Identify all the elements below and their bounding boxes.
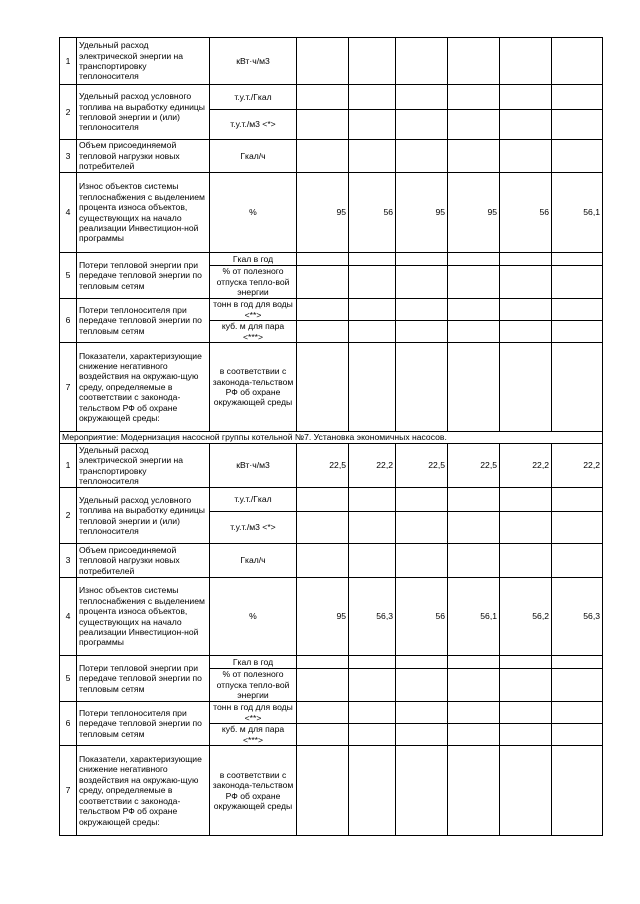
unit-cell: т.у.т./м3 <*>	[210, 110, 297, 140]
value-cell	[500, 110, 552, 140]
value-cell	[396, 266, 448, 299]
unit-cell: тонн в год для воды <**>	[210, 702, 297, 724]
value-cell: 95	[297, 173, 349, 253]
indicator-name: Объем присоединяемой тепловой нагрузки новых потребителей	[77, 544, 210, 578]
value-cell	[448, 544, 500, 578]
value-cell	[349, 724, 396, 746]
table-row	[60, 656, 603, 669]
value-cell	[448, 85, 500, 110]
value-cell	[448, 253, 500, 266]
value-cell	[396, 38, 448, 85]
value-cell	[349, 702, 396, 724]
indicator-name: Потери теплоносителя при передаче тепловой энергии по тепловым сетям	[77, 299, 210, 343]
value-cell	[500, 724, 552, 746]
indicator-name: Удельный расход условного топлива на выработку единицы тепловой энергии и (или) теплоносителя	[77, 488, 210, 544]
value-cell	[396, 85, 448, 110]
value-cell	[552, 724, 603, 746]
value-cell	[552, 702, 603, 724]
table-row	[60, 544, 603, 578]
unit-cell: куб. м для пара <***>	[210, 724, 297, 746]
row-number: 6	[60, 702, 77, 746]
value-cell	[297, 488, 349, 512]
value-cell	[448, 746, 500, 836]
value-cell	[396, 321, 448, 343]
unit-cell: т.у.т./Гкал	[210, 85, 297, 110]
value-cell	[552, 38, 603, 85]
row-number: 2	[60, 488, 77, 544]
value-cell	[552, 669, 603, 702]
unit-cell: т.у.т./м3 <*>	[210, 512, 297, 544]
table-row	[60, 173, 603, 253]
value-cell	[396, 488, 448, 512]
value-cell: 56,1	[448, 578, 500, 656]
value-cell	[349, 253, 396, 266]
value-cell: 56,3	[349, 578, 396, 656]
indicator-name: Показатели, характеризующие снижение негативного воздействия на окружаю-щую среду, определяемые в соответствии с законода-тельством РФ об охране окружающей среды:	[77, 746, 210, 836]
measure-row	[60, 432, 603, 444]
value-cell	[297, 724, 349, 746]
value-cell: 22,2	[552, 444, 603, 488]
value-cell	[297, 343, 349, 432]
value-cell: 22,5	[297, 444, 349, 488]
table-row	[60, 38, 603, 85]
value-cell	[349, 38, 396, 85]
value-cell	[396, 544, 448, 578]
value-cell	[500, 656, 552, 669]
value-cell	[349, 746, 396, 836]
value-cell: 95	[396, 173, 448, 253]
value-cell	[396, 110, 448, 140]
value-cell	[297, 702, 349, 724]
table-row	[60, 253, 603, 266]
indicator-name: Потери тепловой энергии при передаче тепловой энергии по тепловым сетям	[77, 253, 210, 299]
value-cell	[448, 140, 500, 173]
value-cell	[297, 266, 349, 299]
value-cell: 56,2	[500, 578, 552, 656]
value-cell	[297, 669, 349, 702]
value-cell	[297, 38, 349, 85]
row-number: 4	[60, 173, 77, 253]
value-cell: 56,3	[552, 578, 603, 656]
value-cell	[349, 656, 396, 669]
value-cell	[297, 512, 349, 544]
value-cell	[500, 140, 552, 173]
value-cell	[448, 724, 500, 746]
value-cell	[297, 299, 349, 321]
value-cell	[500, 512, 552, 544]
value-cell: 95	[297, 578, 349, 656]
indicator-name: Удельный расход электрической энергии на транспортировку теплоносителя	[77, 444, 210, 488]
value-cell	[349, 266, 396, 299]
unit-cell: Гкал в год	[210, 656, 297, 669]
value-cell: 22,5	[396, 444, 448, 488]
value-cell	[552, 85, 603, 110]
indicator-name: Износ объектов системы теплоснабжения с выделением процента износа объектов, существующих на начало реализации Инвестицион-ной программы	[77, 578, 210, 656]
value-cell: 95	[448, 173, 500, 253]
value-cell	[500, 702, 552, 724]
value-cell	[396, 253, 448, 266]
value-cell	[552, 488, 603, 512]
measure-title: Мероприятие: Модернизация насосной группы котельной №7. Установка экономичных насосов.	[60, 432, 603, 444]
value-cell	[297, 253, 349, 266]
unit-cell: Гкал в год	[210, 253, 297, 266]
value-cell	[500, 321, 552, 343]
value-cell	[396, 299, 448, 321]
unit-cell: % от полезного отпуска тепло-вой энергии	[210, 266, 297, 299]
table-row	[60, 488, 603, 512]
table-row	[60, 140, 603, 173]
value-cell	[297, 110, 349, 140]
value-cell	[448, 512, 500, 544]
value-cell	[396, 724, 448, 746]
value-cell	[500, 299, 552, 321]
value-cell	[552, 656, 603, 669]
value-cell	[349, 512, 396, 544]
value-cell	[500, 85, 552, 110]
value-cell	[500, 38, 552, 85]
indicators-table	[59, 37, 603, 836]
value-cell	[500, 343, 552, 432]
row-number: 6	[60, 299, 77, 343]
table-row	[60, 343, 603, 432]
indicator-name: Удельный расход электрической энергии на транспортировку теплоносителя	[77, 38, 210, 85]
value-cell	[500, 746, 552, 836]
table-row	[60, 578, 603, 656]
unit-cell: Гкал/ч	[210, 544, 297, 578]
value-cell	[448, 266, 500, 299]
value-cell	[349, 110, 396, 140]
row-number: 5	[60, 656, 77, 702]
value-cell	[500, 266, 552, 299]
value-cell	[349, 488, 396, 512]
value-cell: 56	[396, 578, 448, 656]
value-cell	[552, 343, 603, 432]
value-cell	[396, 669, 448, 702]
table-row	[60, 746, 603, 836]
indicator-name: Потери теплоносителя при передаче тепловой энергии по тепловым сетям	[77, 702, 210, 746]
value-cell	[297, 656, 349, 669]
value-cell: 22,5	[448, 444, 500, 488]
row-number: 3	[60, 140, 77, 173]
value-cell	[396, 746, 448, 836]
indicator-name: Износ объектов системы теплоснабжения с выделением процента износа объектов, существующих на начало реализации Инвестицион-ной программы	[77, 173, 210, 253]
value-cell	[448, 321, 500, 343]
row-number: 4	[60, 578, 77, 656]
value-cell	[552, 299, 603, 321]
value-cell	[349, 299, 396, 321]
value-cell	[552, 266, 603, 299]
value-cell	[448, 702, 500, 724]
value-cell	[297, 85, 349, 110]
value-cell	[448, 669, 500, 702]
table-row	[60, 85, 603, 110]
value-cell	[396, 343, 448, 432]
value-cell	[448, 110, 500, 140]
value-cell	[448, 38, 500, 85]
value-cell	[448, 488, 500, 512]
value-cell	[552, 512, 603, 544]
value-cell	[349, 544, 396, 578]
value-cell	[552, 321, 603, 343]
row-number: 2	[60, 85, 77, 140]
value-cell	[297, 140, 349, 173]
value-cell	[297, 544, 349, 578]
value-cell: 56	[349, 173, 396, 253]
value-cell	[500, 544, 552, 578]
row-number: 7	[60, 343, 77, 432]
value-cell	[349, 85, 396, 110]
value-cell	[349, 343, 396, 432]
row-number: 7	[60, 746, 77, 836]
row-number: 3	[60, 544, 77, 578]
value-cell	[448, 343, 500, 432]
value-cell	[552, 140, 603, 173]
value-cell	[448, 656, 500, 669]
value-cell	[297, 746, 349, 836]
value-cell	[396, 656, 448, 669]
table-row	[60, 702, 603, 724]
unit-cell: %	[210, 578, 297, 656]
value-cell	[552, 746, 603, 836]
table-row	[60, 299, 603, 321]
value-cell	[349, 669, 396, 702]
indicator-name: Объем присоединяемой тепловой нагрузки новых потребителей	[77, 140, 210, 173]
value-cell: 22,2	[500, 444, 552, 488]
value-cell	[500, 488, 552, 512]
value-cell	[349, 140, 396, 173]
unit-cell: в соответствии с законода-тельством РФ об охране окружающей среды	[210, 746, 297, 836]
unit-cell: т.у.т./Гкал	[210, 488, 297, 512]
value-cell: 56,1	[552, 173, 603, 253]
value-cell: 56	[500, 173, 552, 253]
row-number: 1	[60, 38, 77, 85]
unit-cell: кВт·ч/м3	[210, 38, 297, 85]
unit-cell: % от полезного отпуска тепло-вой энергии	[210, 669, 297, 702]
value-cell	[448, 299, 500, 321]
row-number: 1	[60, 444, 77, 488]
indicator-name: Удельный расход условного топлива на выработку единицы тепловой энергии и (или) теплоносителя	[77, 85, 210, 140]
unit-cell: Гкал/ч	[210, 140, 297, 173]
value-cell	[500, 669, 552, 702]
value-cell	[396, 702, 448, 724]
indicator-name: Потери тепловой энергии при передаче тепловой энергии по тепловым сетям	[77, 656, 210, 702]
unit-cell: кВт·ч/м3	[210, 444, 297, 488]
value-cell: 22,2	[349, 444, 396, 488]
value-cell	[396, 140, 448, 173]
value-cell	[552, 110, 603, 140]
value-cell	[396, 512, 448, 544]
table-row	[60, 444, 603, 488]
value-cell	[552, 544, 603, 578]
unit-cell: %	[210, 173, 297, 253]
row-number: 5	[60, 253, 77, 299]
value-cell	[349, 321, 396, 343]
indicator-name: Показатели, характеризующие снижение негативного воздействия на окружаю-щую среду, определяемые в соответствии с законода-тельством РФ об охране окружающей среды:	[77, 343, 210, 432]
value-cell	[552, 253, 603, 266]
value-cell	[297, 321, 349, 343]
unit-cell: в соответствии с законода-тельством РФ об охране окружающей среды	[210, 343, 297, 432]
value-cell	[500, 253, 552, 266]
unit-cell: тонн в год для воды <**>	[210, 299, 297, 321]
unit-cell: куб. м для пара <***>	[210, 321, 297, 343]
